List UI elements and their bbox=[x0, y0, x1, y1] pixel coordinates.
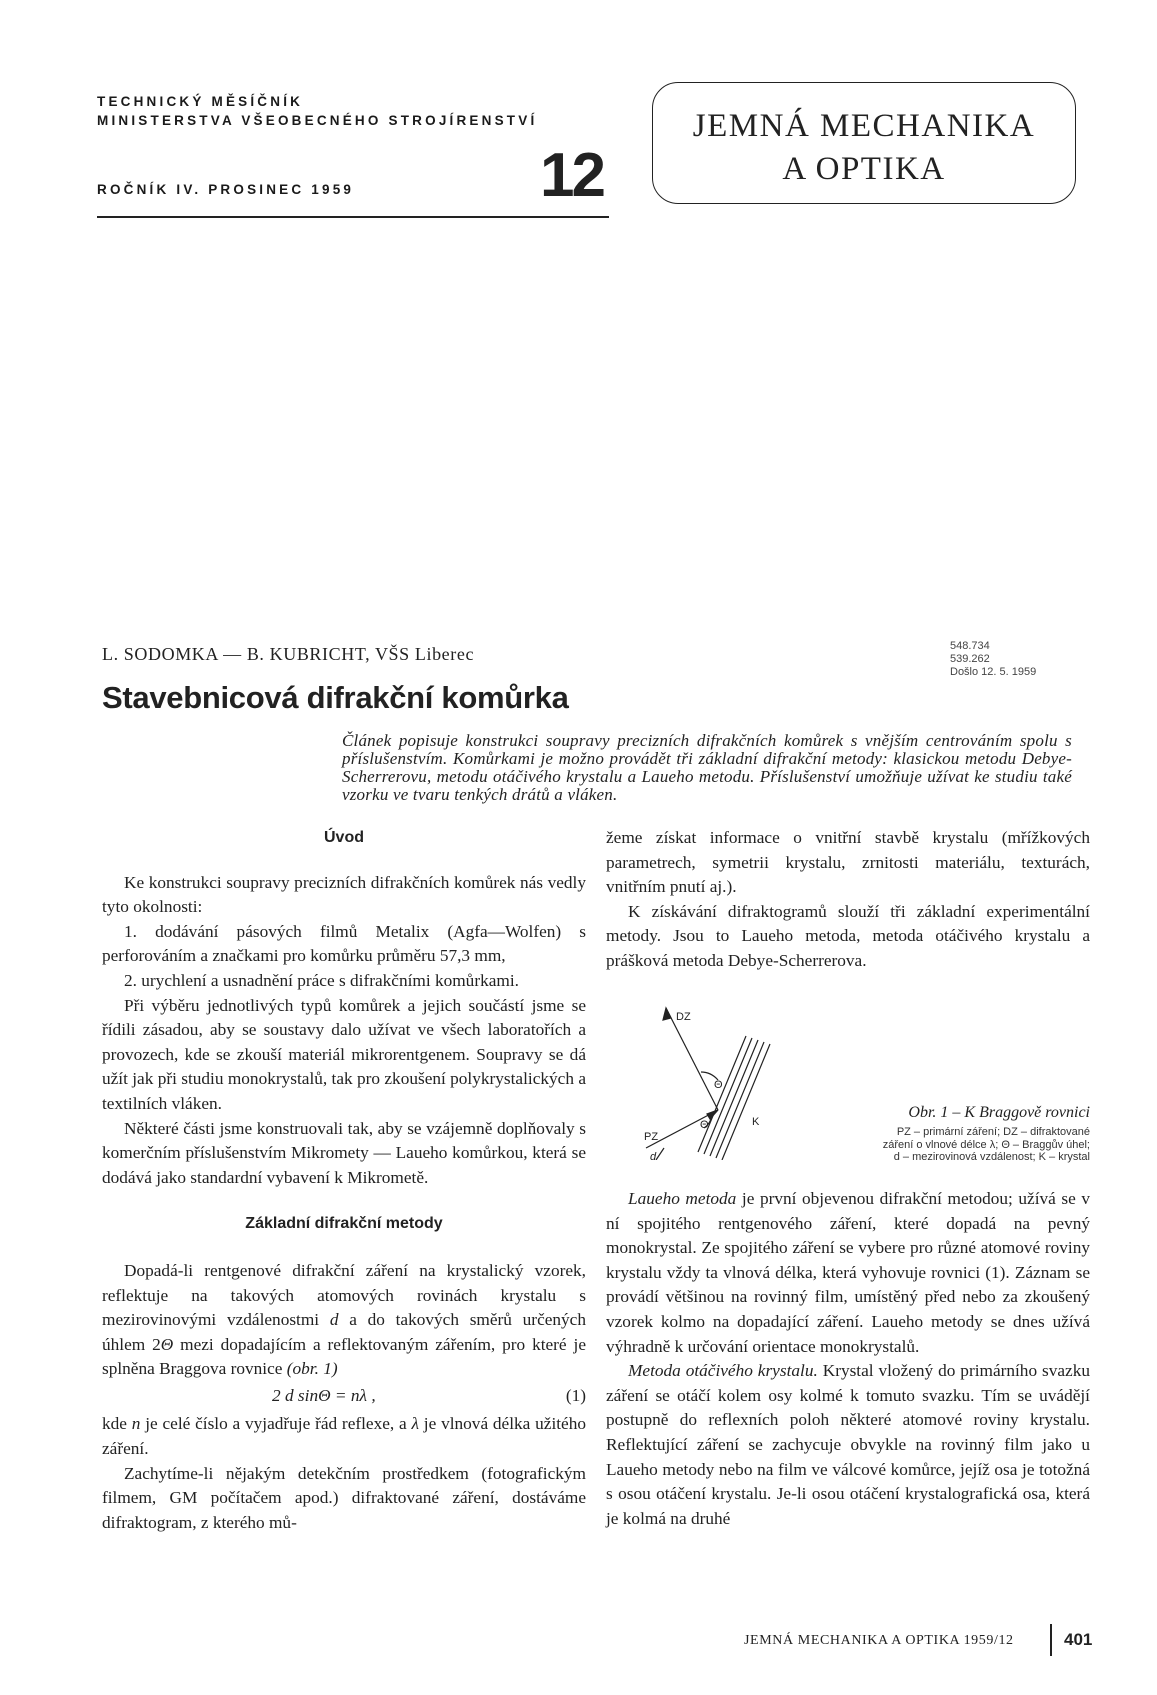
paragraph-rotating-crystal: Metoda otáčivého krystalu. Krystal vložený do primárního svazku záření se otáčí kolem osy kolmé k tomuto svazku. Tím se uvádějí postupně do reflexních poloh některé atomové roviny krystalu. Reflektující záření se zachycuje obvykle na rovinný film jako u Laueho metody nebo na film ve válcové komůrce, jejíž osa je totožná s osou otáčení krystalu. Je-li osou otáčení krystalografická osa, která je kolmá na druhé bbox=[606, 1361, 1090, 1528]
masthead-rule bbox=[97, 216, 609, 218]
figure-caption-block bbox=[820, 1104, 1090, 1164]
bragg-figure bbox=[606, 1000, 806, 1160]
paragraph: K získávání difraktogramů slouží tři základní experimentální metody. Jsou to Laueho metoda, metoda otáčivého krystalu a prášková metoda Debye-Scherrerova. bbox=[606, 901, 1090, 970]
paragraph-laue: Laueho metoda je první objevenou difrakční metodou; užívá se v ní spojitého rentgenového záření, které dopadá na pevný monokrystal. Ze spojitého záření se vybere pro různé atomové roviny krystalu vždy ta vlnová délka, která vyhovuje rovnici (1). Záznam se provádí většinou na rovinný film, umístěný před nebo za zkoušený vzorek kolmo na dopadající záření. Laueho metody se dnes užívá výhradně k určování orientace monokrystalů. bbox=[606, 1189, 1091, 1356]
udc-code-1: 548.734 bbox=[950, 640, 990, 652]
crystal-plane bbox=[722, 1044, 770, 1160]
label-d: d bbox=[650, 1151, 657, 1160]
footer-journal: JEMNÁ MECHANIKA A OPTIKA 1959/12 bbox=[744, 1633, 1014, 1648]
figure-legend-2: záření o vlnové délce λ; Θ – Braggův úhel; bbox=[882, 1138, 1090, 1151]
journal-title-line-2: A OPTIKA bbox=[782, 151, 946, 187]
heading-methods: Základní difrakční metody bbox=[245, 1215, 443, 1233]
label-k: K bbox=[752, 1116, 760, 1128]
udc-code-2: 539.262 bbox=[950, 653, 990, 665]
right-column-bottom bbox=[606, 1187, 1090, 1531]
crystal-plane bbox=[716, 1042, 764, 1158]
equation-text: 2 d sinΘ = nλ , bbox=[272, 1385, 376, 1405]
received-date: Došlo 12. 5. 1959 bbox=[950, 666, 1037, 678]
heading-intro: Úvod bbox=[324, 829, 364, 846]
page-number: 401 bbox=[1064, 1630, 1093, 1649]
paragraph: žeme získat informace o vnitřní stavbě krystalu (mřížkových parametrech, symetrii krystalu, zrnitosti materiálu, texturách, vnitřním pnutí aj.). bbox=[606, 828, 1090, 897]
figure-legend-1: PZ – primární záření; DZ – difraktované bbox=[896, 1126, 1090, 1138]
paragraph: 2. urychlení a usnadnění práce s difrakčními komůrkami. bbox=[124, 970, 519, 990]
masthead-line-1: TECHNICKÝ MĚSÍČNÍK bbox=[97, 94, 304, 109]
spacing-mark bbox=[656, 1148, 664, 1160]
bragg-equation bbox=[102, 1384, 586, 1409]
footer-divider bbox=[1050, 1624, 1052, 1656]
equation-number: (1) bbox=[565, 1385, 586, 1405]
journal-title-box bbox=[652, 82, 1076, 204]
crystal-plane bbox=[698, 1036, 746, 1152]
crystal-plane bbox=[710, 1040, 758, 1156]
article-abstract: Článek popisuje konstrukci soupravy precizních difrakčních komůrek s vnějším centrováním spolu s příslušenstvím. Komůrkami je možno provádět tři základní difrakční metody: klasickou metodu Debye-Scherrerovu, metodu otáčivého krystalu a Laueho metodu. Příslušenství umožňuje užívat ke studiu také vzorku ve tvaru tenkých drátů a vláken. bbox=[342, 731, 1072, 804]
paragraph: Zachytíme-li nějakým detekčním prostředkem (fotografickým filmem, GM počítačem apod.) difraktované záření, dostáváme difraktogram, z kterého mů- bbox=[102, 1463, 586, 1532]
masthead-volume: ROČNÍK IV. PROSINEC 1959 bbox=[97, 182, 355, 197]
figure-caption: Obr. 1 – K Braggově rovnici bbox=[908, 1104, 1090, 1121]
masthead-line-2: MINISTERSTVA VŠEOBECNÉHO STROJÍRENSTVÍ bbox=[97, 113, 538, 128]
figure-legend-3: d – mezirovinová vzdálenost; K – krystal bbox=[893, 1151, 1090, 1163]
udc-codes bbox=[950, 640, 1036, 679]
label-dz: DZ bbox=[676, 1011, 691, 1023]
paragraph: 1. dodávání pásových filmů Metalix (Agfa—Wolfen) s perforováním a značkami pro komůrku průměru 57,3 mm, bbox=[102, 921, 586, 966]
paragraph: kde n je celé číslo a vyjadřuje řád reflexe, a λ je vlnová délka užitého záření. bbox=[102, 1414, 586, 1459]
issue-number: 12 bbox=[540, 141, 603, 210]
label-pz: PZ bbox=[644, 1131, 659, 1143]
paragraph: Některé části jsme konstruovali tak, aby se vzájemně doplňovaly s komerčním příslušenstvím Mikromety — Laueho komůrkou, která se dodává jako standardní vybavení k Mikrometě. bbox=[102, 1118, 586, 1187]
article-title: Stavebnicová difrakční komůrka bbox=[102, 680, 569, 715]
journal-title-line-1: JEMNÁ MECHANIKA bbox=[692, 108, 1036, 144]
paragraph: Ke konstrukci soupravy precizních difrakčních komůrek nás vedly tyto okolnosti: bbox=[102, 872, 586, 917]
right-column-top bbox=[606, 826, 1090, 974]
arrow-head bbox=[663, 1008, 671, 1020]
label-theta-2: Θ bbox=[700, 1119, 709, 1131]
label-theta-1: Θ bbox=[714, 1079, 723, 1091]
left-column bbox=[102, 826, 586, 1535]
article-authors: L. SODOMKA — B. KUBRICHT, VŠS Liberec bbox=[102, 644, 475, 664]
paragraph: Při výběru jednotlivých typů komůrek a jejich součástí jsme se řídili zásadou, aby se soustavy dalo užívat ve všech laboratořích a provozech, kde se zkouší materiál mikrorentgenem. Soupravy se dá užít jak při studiu monokrystalů, tak pro zkoušení polykrystalických a textilních vláken. bbox=[102, 995, 586, 1113]
diffracted-beam bbox=[666, 1008, 718, 1110]
paragraph-bragg: Dopadá-li rentgenové difrakční záření na krystalický vzorek, reflektuje na takových atomových rovinách krystalu s mezirovinovými vzdálenostmi d a do takových směrů určených úhlem 2Θ mezi dopadajícím a reflektovaným zářením, pro které je splněna Braggova rovnice (obr. 1) bbox=[102, 1260, 586, 1379]
